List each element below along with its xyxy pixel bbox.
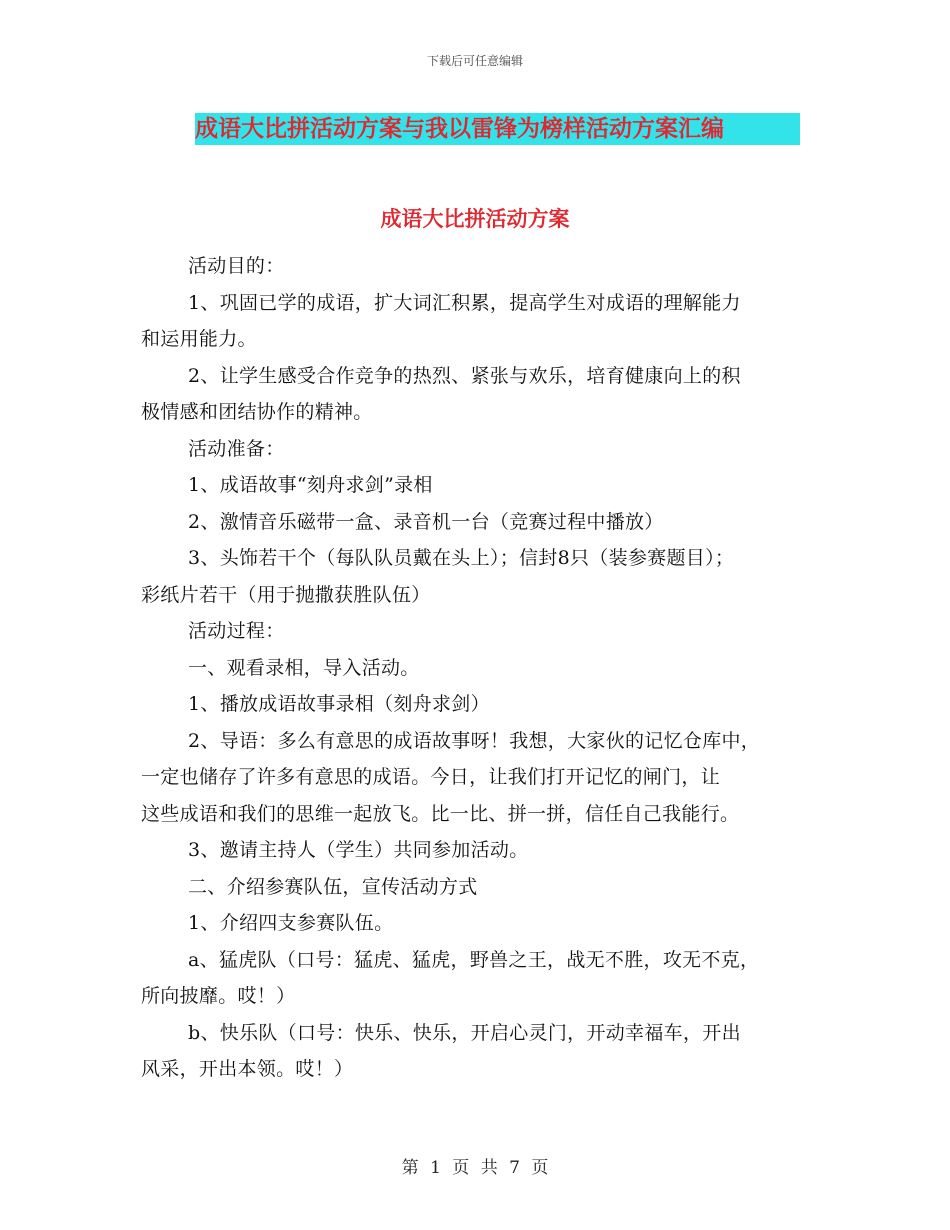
paragraph-line: b、快乐队（口号：快乐、快乐，开启心灵门，开动幸福车，开出 — [188, 1021, 741, 1044]
paragraph-line: 彩纸片若干（用于抛撒获胜队伍） — [141, 583, 431, 606]
section-title: 成语大比拼活动方案 — [380, 207, 570, 231]
paragraph-line: 活动准备： — [188, 437, 285, 460]
paragraph-line: 活动目的： — [188, 255, 285, 277]
paragraph-line: 2、激情音乐磁带一盒、录音机一台（竞赛过程中播放） — [188, 510, 664, 533]
paragraph-line: a、猛虎队（口号：猛虎、猛虎，野兽之王，战无不胜，攻无不克， — [188, 948, 760, 971]
paragraph-line: 和运用能力。 — [141, 328, 257, 350]
header-note: 下载后可任意编辑 — [426, 54, 523, 68]
paragraph-line: 所向披靡。哎！） — [141, 985, 296, 1007]
paragraph-line: 二、介绍参赛队伍，宣传活动方式 — [188, 875, 478, 898]
page-footer: 第 1 页 共 7 页 — [401, 1158, 549, 1178]
document-title: 成语大比拼活动方案与我以雷锋为榜样活动方案汇编 — [195, 113, 800, 145]
paragraph-line: 2、导语：多么有意思的成语故事呀！我想，大家伙的记忆仓库中， — [188, 729, 761, 752]
paragraph-line: 1、介绍四支参赛队伍。 — [188, 912, 394, 934]
paragraph-line: 这些成语和我们的思维一起放飞。比一比、拼一拼，信任自己我能行。 — [141, 802, 740, 825]
paragraph-line: 风采，开出本领。哎！） — [141, 1058, 354, 1080]
paragraph-line: 活动过程： — [188, 620, 285, 642]
paragraph-line: 极情感和团结协作的精神。 — [141, 401, 373, 423]
paragraph-line: 1、成语故事“刻舟求剑”录相 — [188, 474, 433, 496]
paragraph-line: 3、头饰若干个（每队队员戴在头上）；信封8只（装参赛题目）； — [188, 547, 735, 569]
paragraph-line: 一定也储存了许多有意思的成语。今日，让我们打开记忆的闸门，让 — [141, 766, 721, 788]
paragraph-line: 1、巩固已学的成语，扩大词汇积累，提高学生对成语的理解能力 — [188, 291, 741, 314]
paragraph-line: 3、邀请主持人（学生）共同参加活动。 — [188, 839, 529, 861]
paragraph-line: 2、让学生感受合作竞争的热烈、紧张与欢乐，培育健康向上的积 — [188, 364, 741, 387]
document-body — [141, 248, 813, 1088]
paragraph-line: 1、播放成语故事录相（刻舟求剑） — [188, 693, 490, 715]
paragraph-line: 一、观看录相，导入活动。 — [188, 656, 420, 679]
